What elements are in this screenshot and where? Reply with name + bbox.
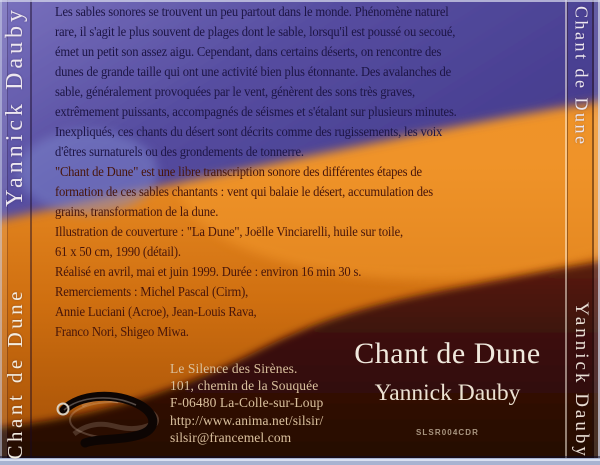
right-spine-artist: Yannick Dauby xyxy=(571,302,592,459)
liner-notes-line: Franco Nori, Shigeo Miwa. xyxy=(55,325,189,340)
liner-notes-line: formation de ces sables chantants : vent qui balaie le désert, accumulation des xyxy=(55,185,433,200)
liner-notes-line: Annie Luciani (Acroe), Jean-Louis Rava, xyxy=(55,305,257,320)
liner-notes-line: 61 x 50 cm, 1990 (détail). xyxy=(55,245,181,260)
liner-notes-line: Remerciements : Michel Pascal (Cirm), xyxy=(55,285,249,300)
liner-notes-line: grains, transformation de la dune. xyxy=(55,205,219,220)
liner-notes-line: Les sables sonores se trouvent un peu partout dans le monde. Phénomène naturel xyxy=(55,5,449,20)
title-block xyxy=(340,337,555,437)
liner-notes-line: émet un petit son assez aigu. Cependant, dans certains déserts, on rencontre des xyxy=(55,45,442,60)
liner-notes-line: sable, généralement provoquées par le vent, génèrent des sons très graves, xyxy=(55,85,415,100)
left-spine xyxy=(0,0,31,465)
left-spine-artist: Yannick Dauby xyxy=(2,6,28,207)
liner-notes-line: Inexpliqués, ces chants du désert sont décrits comme des rugissements, les voix xyxy=(55,125,443,140)
liner-notes-line: rare, il s'agit le plus souvent de plages dont le sable, lorsqu'il est poussé ou secoué, xyxy=(55,25,456,40)
label-email: silsir@francemel.com xyxy=(170,429,292,445)
liner-notes xyxy=(55,3,570,343)
liner-notes-line: Réalisé en avril, mai et juin 1999. Durée : environ 16 min 30 s. xyxy=(55,265,362,280)
label-info xyxy=(170,360,323,446)
right-spine-title: Chant de Dune xyxy=(571,6,592,147)
liner-notes-line: extrêmement puissants, accompagnés de séismes et s'étalant sur plusieurs minutes. xyxy=(55,105,457,120)
liner-notes-line: Illustration de couverture : "La Dune", Joëlle Vinciarelli, huile sur toile, xyxy=(55,225,403,240)
album-title: Chant de Dune xyxy=(354,337,541,370)
left-spine-title: Chant de Dune xyxy=(3,287,27,459)
label-website: http://www.anima.net/silsir/ xyxy=(170,412,324,428)
catalog-number: SLSR004CDR xyxy=(415,428,479,437)
liner-notes-line: dunes de grande taille qui ont une activité bien plus étonnante. Des avalanches de xyxy=(55,65,452,80)
siren-eel-logo xyxy=(52,386,172,450)
label-address-1: 101, chemin de la Souquée xyxy=(170,378,319,394)
label-name: Le Silence des Sirènes. xyxy=(170,361,298,376)
right-spine xyxy=(566,0,600,465)
album-artist: Yannick Dauby xyxy=(374,380,521,406)
liner-notes-line: "Chant de Dune" est une libre transcription sonore des différentes étapes de xyxy=(55,165,422,180)
liner-notes-line: d'êtres surnaturels ou des grondements de tonnerre. xyxy=(55,145,304,160)
label-address-2: F-06480 La-Colle-sur-Loup xyxy=(170,395,324,411)
